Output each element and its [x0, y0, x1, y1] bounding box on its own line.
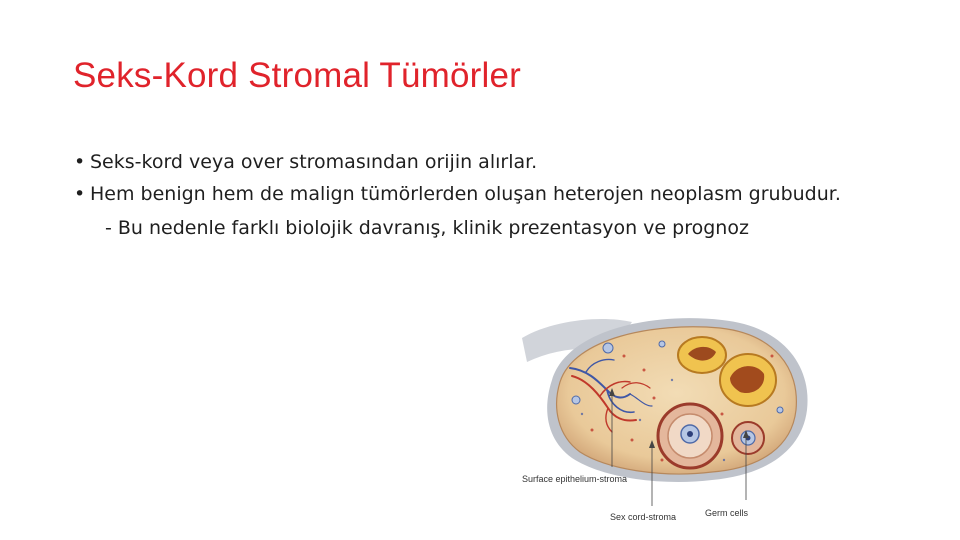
label-sex-cord-stroma: Sex cord-stroma: [610, 512, 677, 522]
sub-line: - Bu nedenle farklı biolojik davranış, klinik prezentasyon ve prognoz: [105, 217, 749, 239]
ovary-illustration: [512, 310, 812, 525]
bullet-item: • Seks-kord veya over stromasından orijin alırlar.: [72, 148, 892, 176]
slide-title: Seks-Kord Stromal Tümörler: [73, 56, 522, 95]
label-germ-cells: Germ cells: [705, 508, 749, 518]
label-surface-epithelium-stroma: Surface epithelium-stroma: [522, 474, 628, 484]
bullet-item: • Hem benign hem de malign tümörlerden oluşan heterojen neoplasm grubudur.: [72, 180, 892, 208]
slide-body: [72, 148, 892, 242]
